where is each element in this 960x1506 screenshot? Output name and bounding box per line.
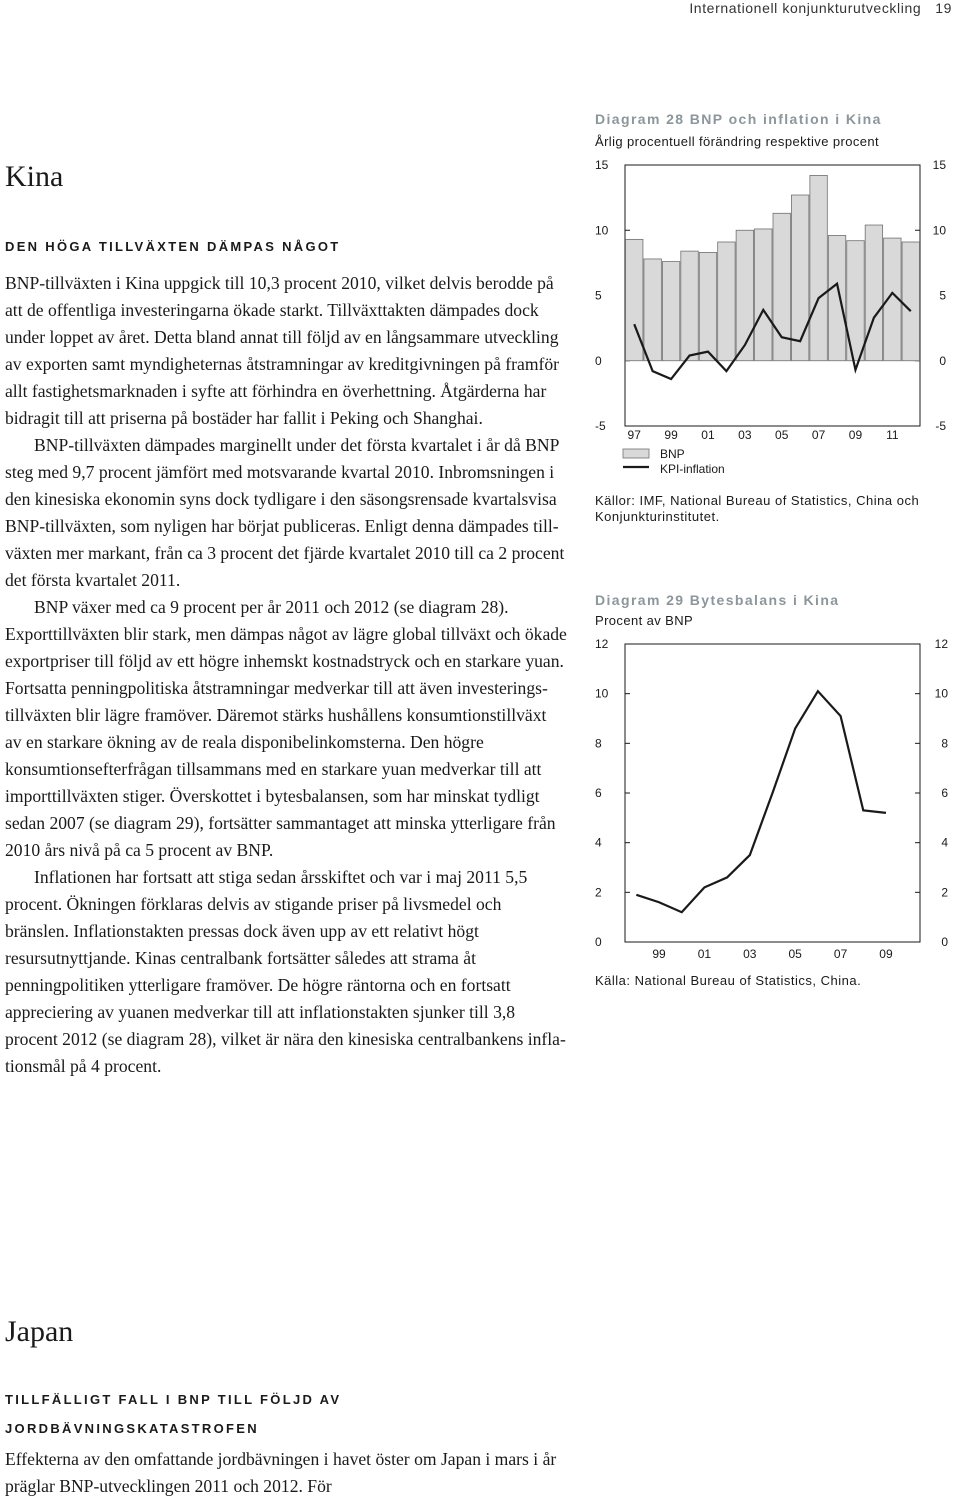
section-title-japan: Japan: [5, 1315, 74, 1348]
y-tick-label-left: 8: [595, 736, 602, 751]
x-tick-label: 03: [738, 428, 752, 442]
y-tick-label-left: 2: [595, 885, 602, 900]
y-tick-label-left: 6: [595, 786, 602, 800]
running-header: [689, 0, 952, 16]
x-tick-label: 07: [811, 428, 826, 442]
x-tick-label: 11: [886, 428, 899, 442]
chart-29-title: Diagram 29 Bytesbalans i Kina: [595, 592, 840, 608]
y-tick-label-right: 4: [941, 835, 948, 850]
y-tick-label-right: 10: [934, 686, 948, 701]
x-tick-label: 09: [879, 947, 893, 961]
y-tick-label-right: -5: [935, 419, 946, 433]
y-tick-label-left: 0: [595, 935, 602, 949]
bar-bnp: [718, 242, 735, 361]
x-tick-label: 07: [833, 947, 848, 961]
paragraph: Inflationen har fortsatt att stiga sedan årsskiftet och var i maj 2011 5,5 procent. Ökningen förklaras delvis av stigande priser på livsmedel och bränslen. Inflationstakten pressas dock även upp av ett relativt högt resursutnyttjande. Kinas centralbank fortsätter således att strama åt penningpolitiken ytterligare framöver. De högre räntorna och en fortsatt appreciering av yuanen medverkar till att inflationstakten sjunker till 3,8 procent 2012 (se diagram 28), vilket är nära den kinesiska centralbankens inflationsmål på 4 procent.: [5, 867, 566, 1076]
legend-label-kpi: KPI-inflation: [660, 462, 725, 476]
y-tick-label-right: 0: [939, 353, 946, 368]
x-tick-label: 09: [848, 428, 863, 442]
page-number: 19: [935, 0, 952, 16]
x-tick-label: 03: [743, 947, 757, 961]
chart-29-subtitle: Procent av BNP: [595, 613, 694, 628]
x-tick-label: 05: [788, 947, 802, 961]
chart-29-source: Källa: National Bureau of Statistics, China.: [595, 973, 862, 988]
x-tick-label: 97: [627, 428, 641, 442]
y-tick-label-left: 10: [595, 686, 609, 701]
legend-label-bnp: BNP: [660, 447, 685, 461]
x-tick-label: 05: [775, 428, 789, 442]
bar-bnp: [828, 235, 845, 360]
x-tick-label: 01: [697, 947, 712, 961]
y-tick-label-right: 5: [939, 288, 946, 303]
bar-bnp: [699, 252, 716, 360]
y-tick-label-right: 0: [941, 935, 948, 949]
paragraph: BNP växer med ca 9 procent per år 2011 och 2012 (se diagram 28). Exporttillväxten blir stark, men dämpas något av lägre global tillväxt och ökade exportpriser till följd av ett högre inhemskt kostnadstryck och en starkare yuan. Fortsatta penningpolitiska åtstramningar medverkar till att även investeringstillväxten blir lägre framöver. Däremot stärks hushållens konsumtionstillväxt av en starkare ökning av de reala disponibelinkomsterna. Den högre konsumtionsefterfrågan tillsammans med en starkare yuan medverkar till att importtillväxten stiger. Överskottet i bytesbalansen, som har minskat tydligt sedan 2007 (se diagram 29), fortsätter sammantaget att minska ytterligare från 2010 års nivå på ca 5 procent av BNP.: [5, 597, 567, 860]
bar-bnp: [662, 262, 679, 361]
y-tick-label-right: 12: [934, 637, 948, 651]
bar-bnp: [865, 225, 882, 361]
chart-28-title: Diagram 28 BNP och inflation i Kina: [595, 111, 882, 127]
paragraph: BNP-tillväxten i Kina uppgick till 10,3 procent 2010, vilket delvis berodde på att de offentliga investeringarna ökade starkt. Tillväxttakten dämpades dock under loppet av året. Detta bland annat till följd av en långsammare utveckling av exporten samt myndigheternas åtstramningar av kreditgivningen på framför allt fastighetsmarknaden i syfte att förhindra en överhettning. Åtgärderna har bidragit till att priserna på bostäder har fallit i Peking och Shanghai.: [5, 273, 560, 428]
y-tick-label-right: 8: [941, 736, 948, 751]
subhead-kina: DEN HÖGA TILLVÄXTEN DÄMPAS NÅGOT: [5, 239, 341, 254]
y-tick-label-right: 2: [941, 885, 948, 900]
bar-bnp: [736, 230, 753, 361]
y-tick-label-right: 10: [932, 223, 946, 238]
y-tick-label-left: 10: [595, 223, 609, 238]
y-tick-label-left: 0: [595, 353, 602, 368]
x-tick-label: 99: [652, 947, 666, 961]
x-tick-label: 99: [664, 428, 678, 442]
y-tick-label-left: 5: [595, 288, 602, 303]
legend-swatch-bnp: [623, 449, 649, 458]
y-tick-label-right: 6: [941, 786, 948, 800]
paragraph: BNP-tillväxten dämpades marginellt under det första kvartalet i år då BNP steg med 9,7 procent jämfört med motsvarande kvartal 2010. Inbromsningen i den kinesiska ekonomin syns dock tydligare i den säsongsrensade kvartalsvisa BNP-tillväxten, som nyligen har börjat publiceras. Enligt denna dämpades tillväxten mer markant, från ca 3 procent det fjärde kvartalet 2010 till ca 2 procent det första kvartalet 2011.: [5, 435, 565, 590]
running-header-title: Internationell konjunkturutveckling: [689, 0, 922, 16]
line-bytesbalans: [636, 691, 886, 912]
chart-28-source: Källor: IMF, National Bureau of Statistics, China och Konjunkturinstitutet.: [595, 493, 920, 524]
subhead-japan: TILLFÄLLIGT FALL I BNP TILL FÖLJD AV JORDBÄVNINGSKATASTROFEN: [5, 1392, 342, 1436]
y-tick-label-left: 15: [595, 158, 609, 172]
y-tick-label-left: 4: [595, 835, 602, 850]
chart-28: [585, 152, 960, 482]
bar-bnp: [810, 175, 827, 360]
x-tick-label: 01: [701, 428, 715, 442]
bar-bnp: [902, 242, 919, 361]
paragraph: Effekterna av den omfattande jordbävningen i havet öster om Japan i mars i år präglar BNP-utvecklingen 2011 och 2012. För: [5, 1449, 557, 1496]
section-title-kina: Kina: [5, 160, 64, 193]
bar-bnp: [755, 229, 772, 361]
y-tick-label-left: -5: [595, 419, 606, 433]
chart-28-subtitle: Årlig procentuell förändring respektive procent: [595, 134, 879, 149]
chart-29: [585, 632, 960, 968]
bar-bnp: [644, 259, 661, 361]
bar-bnp: [791, 195, 808, 361]
y-tick-label-right: 15: [932, 158, 946, 172]
bar-bnp: [681, 251, 698, 361]
body-text-japan: [5, 1446, 567, 1500]
y-tick-label-left: 12: [595, 637, 609, 651]
body-text-kina: [5, 270, 567, 1080]
